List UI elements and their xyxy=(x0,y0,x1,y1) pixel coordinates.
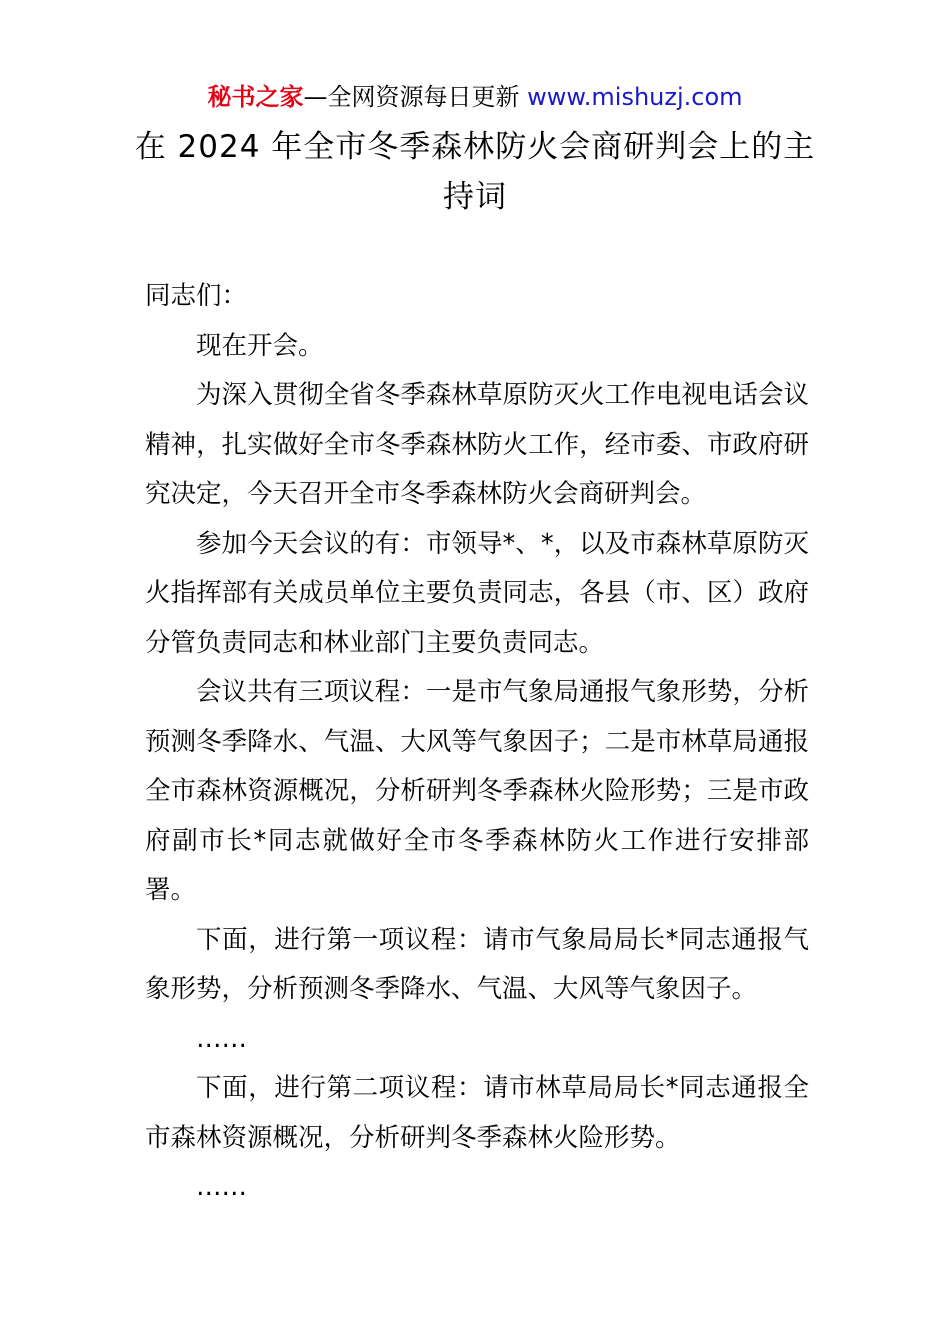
paragraph: 参加今天会议的有：市领导*、*，以及市森林草原防灭火指挥部有关成员单位主要负责同志，各县（市、区）政府分管负责同志和林业部门主要负责同志。 xyxy=(145,528,809,658)
paragraph: 为深入贯彻全省冬季森林草原防灭火工作电视电话会议精神，扎实做好全市冬季森林防火工作，经市委、市政府研究决定，今天召开全市冬季森林防火会商研判会。 xyxy=(145,380,809,509)
paragraph: 会议共有三项议程：一是市气象局通报气象形势，分析预测冬季降水、气温、大风等气象因子；二是市林草局通报全市森林资源概况，分析研判冬季森林火险形势；三是市政府副市长*同志就做好全市冬季森林防火工作进行安排部署。 xyxy=(145,677,809,905)
document-title: 在 2024 年全市冬季森林防火会商研判会上的主持词 xyxy=(134,129,816,215)
site-url: www.mishuzj.com xyxy=(527,83,743,111)
paragraph: 下面，进行第二项议程：请市林草局局长*同志通报全市森林资源概况，分析研判冬季森林火险形势。 xyxy=(145,1073,809,1153)
paragraph: 现在开会。 xyxy=(196,330,324,361)
salutation: 同志们： xyxy=(145,281,248,311)
paragraph: 下面，进行第一项议程：请市气象局局长*同志通报气象形势，分析预测冬季降水、气温、大风等气象因子。 xyxy=(145,924,809,1004)
document-body xyxy=(145,272,809,1213)
site-header xyxy=(0,80,950,114)
site-tagline: —全网资源每日更新 xyxy=(303,83,528,111)
ellipsis: …… xyxy=(196,1023,247,1054)
ellipsis: …… xyxy=(196,1172,247,1202)
brand-name: 秘书之家 xyxy=(207,83,304,111)
